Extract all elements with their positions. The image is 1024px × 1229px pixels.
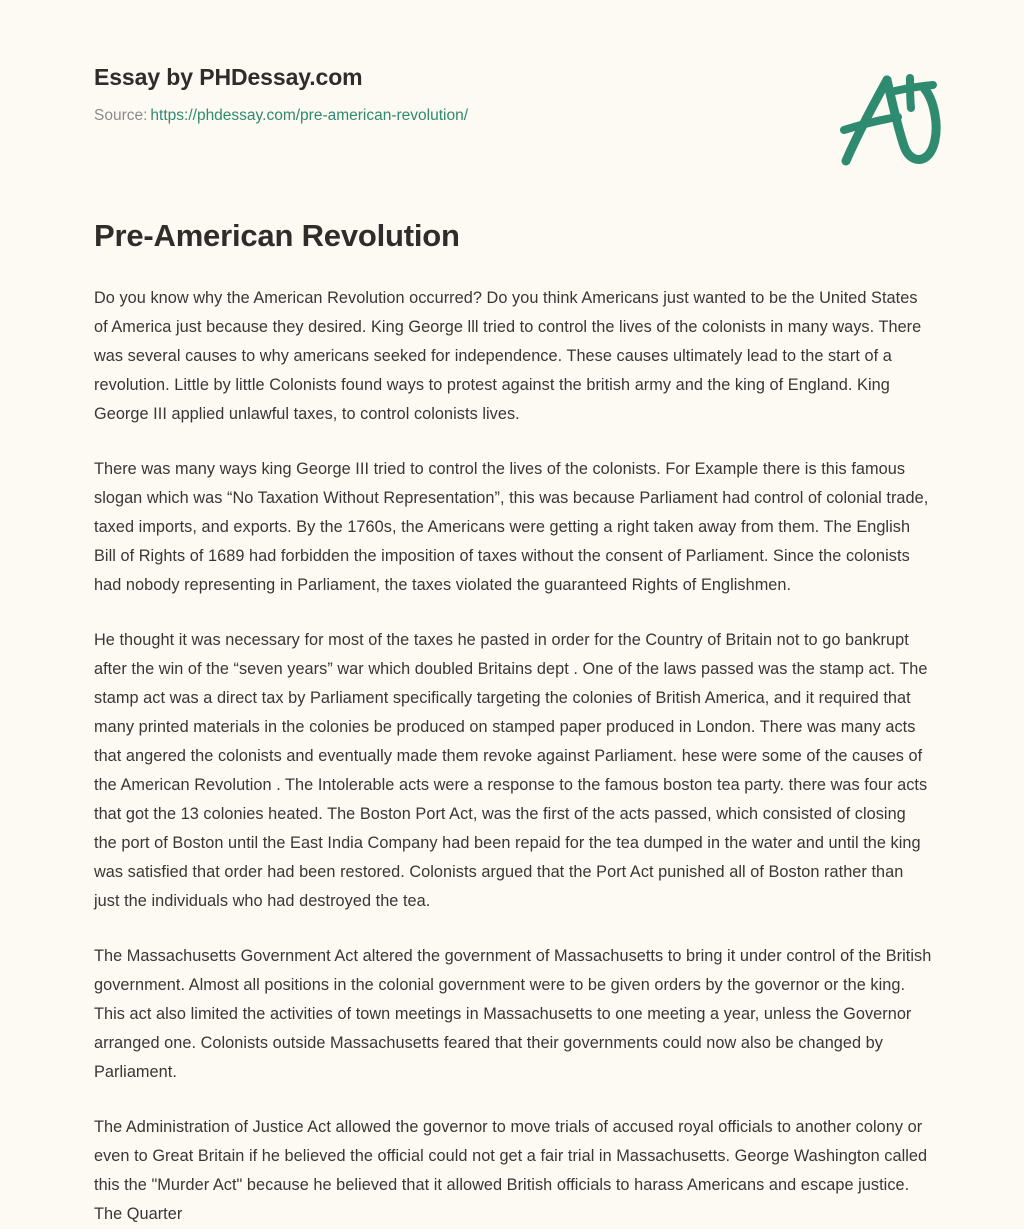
brand-block	[94, 62, 694, 126]
page-header	[0, 0, 1024, 200]
source-label: Source:	[94, 107, 148, 124]
paragraph: There was many ways king George III tried to control the lives of the colonists. For Example there is this famous slogan which was “No Taxation Without Representation”, this was because Parliament had control of colonial trade, taxed imports, and exports. By the 1760s, the Americans were getting a right taken away from them. The English Bill of Rights of 1689 had forbidden the imposition of taxes without the consent of Parliament. Since the colonists had nobody representing in Parliament, the taxes violated the guaranteed Rights of Englishmen.	[94, 460, 929, 594]
a-plus-logo	[832, 62, 952, 170]
article	[94, 216, 932, 1229]
brand-title: Essay by PHDessay.com	[94, 64, 363, 90]
paragraph: The Administration of Justice Act allowed the governor to move trials of accused royal officials to another colony or even to Great Britain if he believed the official could not get a fair trial in Massachusetts. George Washington called this the "Murder Act" because he believed that it allowed British officials to harass Americans and escape justice. The Quarter	[94, 1118, 928, 1223]
article-body	[94, 284, 932, 1229]
paragraph: The Massachusetts Government Act altered the government of Massachusetts to bring it under control of the British government. Almost all positions in the colonial government were to be given orders by the governor or the king. This act also limited the activities of town meetings in Massachusetts to one meeting a year, unless the Governor arranged one. Colonists outside Massachusetts feared that their governments could now also be changed by Parliament.	[94, 947, 932, 1081]
source-link[interactable]: https://phdessay.com/pre-american-revolution/	[150, 107, 469, 124]
paragraph: He thought it was necessary for most of the taxes he pasted in order for the Country of Britain not to go bankrupt after the win of the “seven years” war which doubled Britains dept . One of the laws passed was the stamp act. The stamp act was a direct tax by Parliament specifically targeting the colonies of British America, and it required that many printed materials in the colonies be produced on stamped paper produced in London. There was many acts that angered the colonists and eventually made them revoke against Parliament. hese were some of the causes of the American Revolution . The Intolerable acts were a response to the famous boston tea party. there was four acts that got the 13 colonies heated. The Boston Port Act, was the first of the acts passed, which consisted of closing the port of Boston until the East India Company had been repaid for the tea dumped in the water and until the king was satisfied that order had been restored. Colonists argued that the Port Act punished all of Boston rather than just the individuals who had destroyed the tea.	[94, 631, 928, 910]
a-plus-logo-icon	[832, 62, 952, 170]
paragraph: Do you know why the American Revolution occurred? Do you think Americans just wanted to be the United States of America just because they desired. King George lll tried to control the lives of the colonists in many ways. There was several causes to why americans seeked for independence. These causes ultimately lead to the start of a revolution. Little by little Colonists found ways to protest against the british army and the king of England. King George III applied unlawful taxes, to control colonists lives.	[94, 289, 922, 423]
source-line	[94, 106, 694, 126]
page-title: Pre-American Revolution	[94, 218, 460, 253]
